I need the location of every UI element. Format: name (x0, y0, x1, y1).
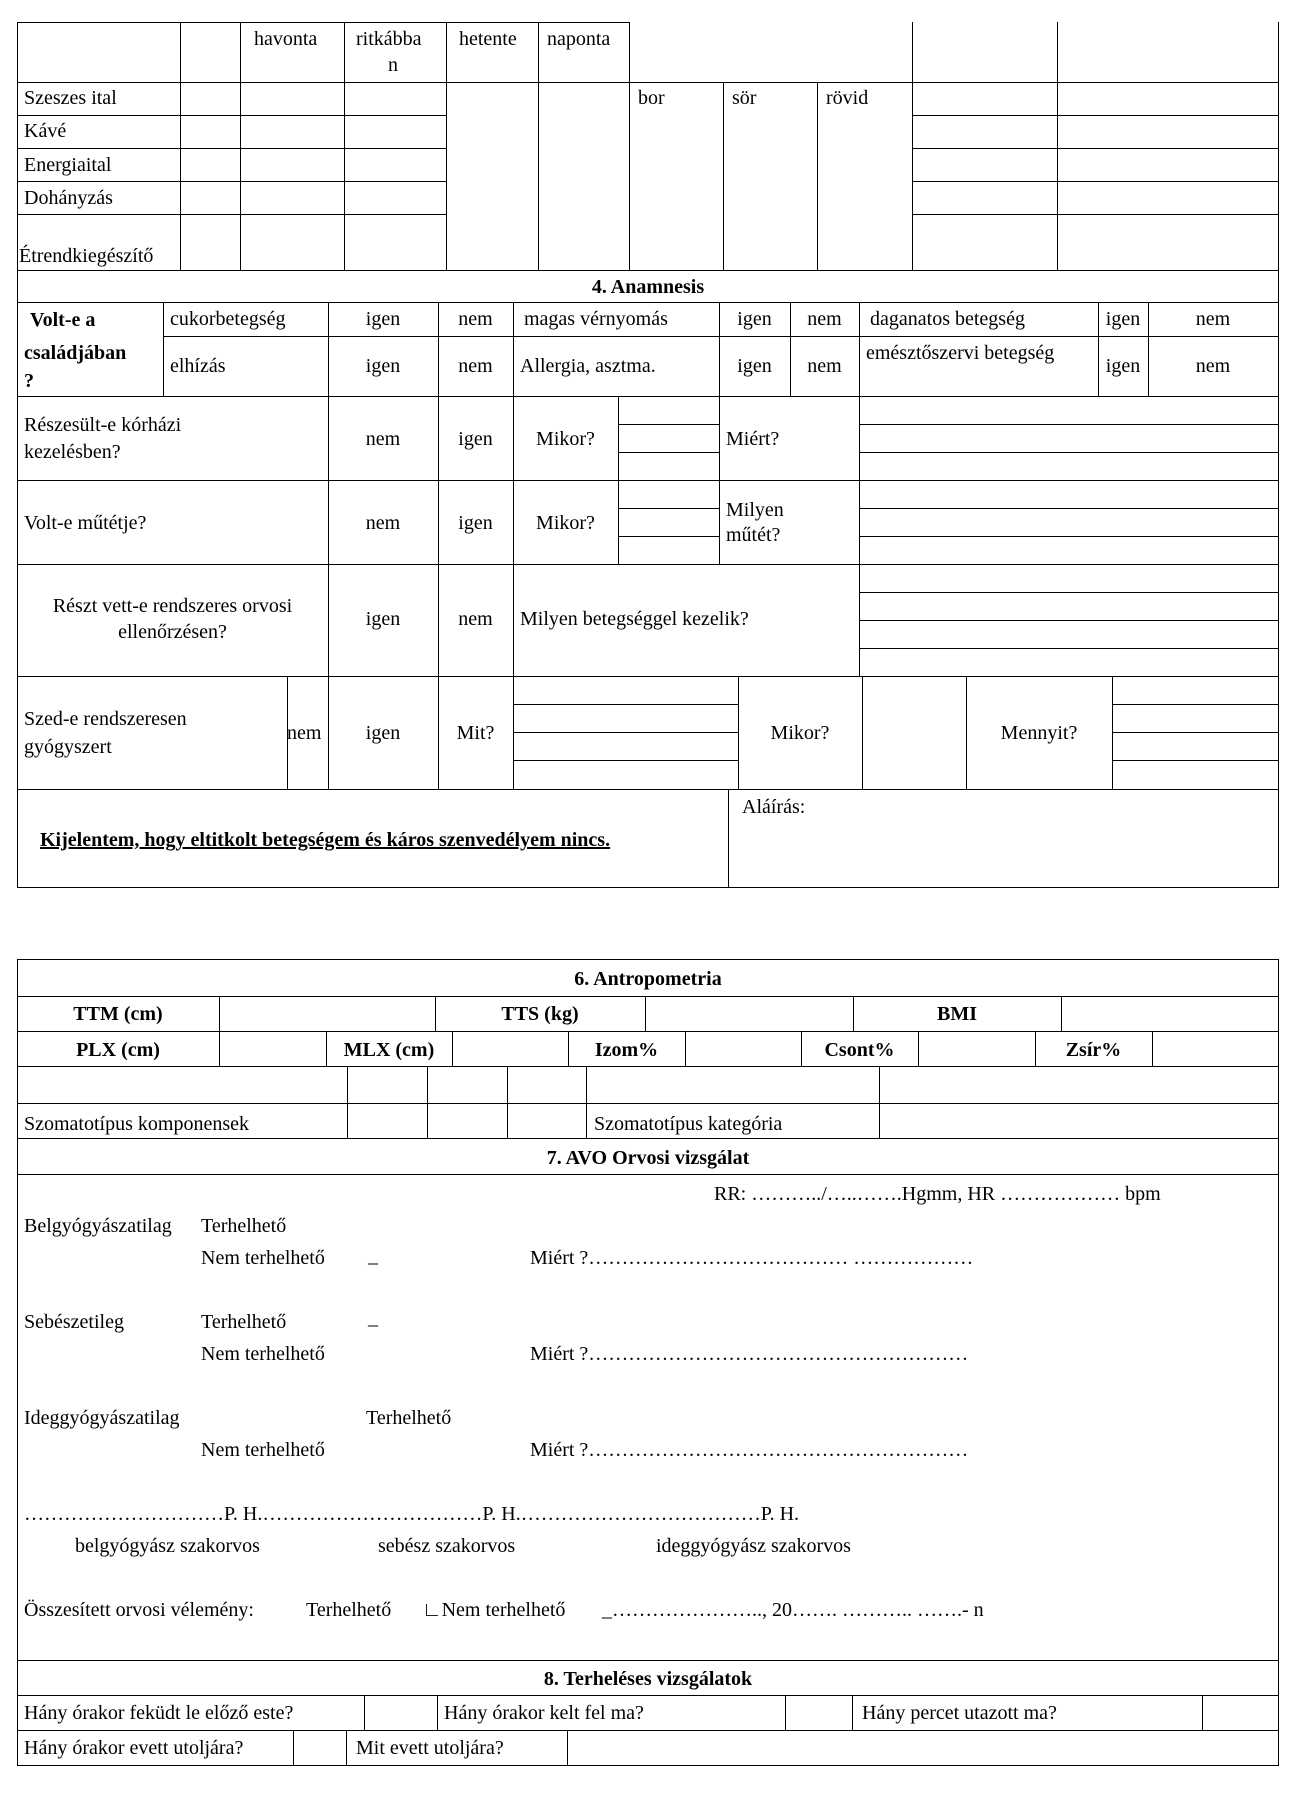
illness-question: Milyen betegséggel kezelik? (520, 608, 749, 630)
row-coffee: Kávé (24, 120, 67, 142)
neurologist-label: ideggyógyász szakorvos (656, 1535, 851, 1557)
summary-label: Összesített orvosi vélemény: (24, 1599, 254, 1621)
family-label-1: Volt-e a (30, 309, 96, 331)
stamp-signature-line: …………………………P. H.……………………………P. H.………………………………P. H. (24, 1503, 800, 1525)
disease-hypertension: magas vérnyomás (524, 308, 668, 330)
hospital-when: Mikor? (536, 428, 595, 450)
hypertension-yes: igen (737, 308, 772, 330)
surgery-no: nem (365, 512, 401, 534)
cancer-no: nem (1195, 308, 1231, 330)
load-tests-title: 8. Terheléses vizsgálatok (543, 1668, 753, 1690)
allergy-no: nem (807, 355, 842, 377)
disease-allergy: Allergia, asztma. (520, 355, 656, 377)
meds-question-2: gyógyszert (24, 736, 112, 758)
wakeup-question: Hány órakor kelt fel ma? (444, 1702, 644, 1724)
surgical-label: Sebészetileg (24, 1311, 124, 1333)
row-energy-drink: Energiaital (24, 154, 112, 176)
last-meal-question: Mit evett utoljára? (356, 1737, 504, 1759)
checkup-question-1: Részt vett-e rendszeres orvosi (52, 595, 293, 617)
internal-fit: Terhelhető (201, 1215, 287, 1237)
surgeon-label: sebész szakorvos (378, 1535, 516, 1557)
meds-question-1: Szed-e rendszeresen (24, 708, 187, 730)
hospital-question-1: Részesült-e kórházi (24, 414, 182, 436)
neuro-why: Miért ?………………………………………………… (530, 1439, 969, 1461)
family-label-2: családjában (24, 342, 127, 364)
family-label-3: ? (24, 370, 34, 392)
allergy-yes: igen (737, 355, 772, 377)
surgical-dash: _ (368, 1307, 378, 1329)
header-weekly: hetente (459, 28, 517, 50)
neuro-fit: Terhelhető (366, 1407, 452, 1429)
diabetes-no: nem (458, 308, 493, 330)
internist-label: belgyógyász szakorvos (75, 1535, 260, 1557)
ttm-label: TTM (cm) (73, 1003, 163, 1025)
disease-cancer: daganatos betegség (870, 308, 1025, 330)
medical-exam-title: 7. AVO Orvosi vizsgálat (546, 1147, 750, 1169)
summary-unfit: ∟Nem terhelhető (422, 1599, 566, 1621)
drink-wine: bor (638, 87, 665, 109)
meds-yes: igen (365, 722, 401, 744)
fat-label: Zsír% (1065, 1039, 1122, 1061)
surgery-which-2: műtét? (726, 524, 781, 546)
somatotype-components: Szomatotípus komponensek (24, 1113, 249, 1135)
meds-how-much: Mennyit? (1000, 722, 1078, 744)
header-monthly: havonta (254, 28, 318, 50)
digestive-yes: igen (1105, 355, 1141, 377)
hospital-question-2: kezelésben? (24, 441, 121, 463)
cancer-yes: igen (1105, 308, 1141, 330)
anthropometry-title: 6. Antropometria (574, 968, 722, 990)
mlx-label: MLX (cm) (343, 1039, 435, 1061)
row-smoking: Dohányzás (24, 187, 113, 209)
travel-question: Hány percet utazott ma? (862, 1702, 1057, 1724)
meds-what: Mit? (456, 722, 495, 744)
neuro-unfit: Nem terhelhető (201, 1439, 325, 1461)
anamnesis-title: 4. Anamnesis (591, 276, 705, 298)
drink-beer: sör (732, 87, 757, 109)
surgery-which-1: Milyen (726, 499, 784, 521)
obesity-no: nem (458, 355, 493, 377)
internal-unfit: Nem terhelhető (201, 1247, 325, 1269)
checkup-question-2: ellenőrzésen? (118, 621, 227, 643)
surgical-why: Miért ?………………………………………………… (530, 1343, 969, 1365)
bedtime-question: Hány órakor feküdt le előző este? (24, 1702, 294, 1724)
checkup-no: nem (458, 608, 493, 630)
rr-hr-line: RR: ………../…..…….Hgmm, HR ……………… bpm (714, 1183, 1161, 1205)
internal-why: Miért ?………………………………… ……………… (530, 1247, 974, 1269)
header-daily: naponta (547, 28, 611, 50)
meds-when: Mikor? (770, 722, 830, 744)
somatotype-category: Szomatotípus kategória (594, 1113, 783, 1135)
neuro-label: Ideggyógyászatilag (24, 1407, 180, 1429)
disease-diabetes: cukorbetegség (170, 308, 286, 330)
summary-fit: Terhelhető (306, 1599, 392, 1621)
summary-date-line: _………………….., 20……. ……….. …….- n (602, 1599, 984, 1621)
header-rarely-end: n (388, 54, 398, 76)
obesity-yes: igen (365, 355, 401, 377)
signature-label: Aláírás: (742, 796, 806, 818)
hospital-no: nem (365, 428, 401, 450)
surgery-yes: igen (458, 512, 493, 534)
row-supplement: Étrendkiegészítő (19, 245, 154, 267)
surgery-question: Volt-e műtétje? (24, 512, 147, 534)
checkup-yes: igen (365, 608, 401, 630)
internal-label: Belgyógyászatilag (24, 1215, 172, 1237)
drink-spirits: rövid (826, 87, 869, 109)
digestive-no: nem (1195, 355, 1231, 377)
bmi-label: BMI (937, 1003, 977, 1025)
hospital-yes: igen (458, 428, 493, 450)
declaration-text: Kijelentem, hogy eltitkolt betegségem és káros szenvedélyem nincs. (40, 829, 611, 851)
surgical-unfit: Nem terhelhető (201, 1343, 325, 1365)
meds-no: nem (287, 722, 322, 744)
last-meal-time-question: Hány órakor evett utoljára? (24, 1737, 244, 1759)
muscle-label: Izom% (594, 1039, 659, 1061)
disease-obesity: elhízás (170, 355, 226, 377)
bone-label: Csont% (824, 1039, 895, 1061)
internal-dash: _ (368, 1245, 378, 1267)
disease-digestive: emésztőszervi betegség (866, 342, 1055, 364)
hypertension-no: nem (807, 308, 842, 330)
plx-label: PLX (cm) (76, 1039, 160, 1061)
surgical-fit: Terhelhető (201, 1311, 287, 1333)
row-alcohol: Szeszes ital (24, 87, 117, 109)
tts-label: TTS (kg) (501, 1003, 579, 1025)
diabetes-yes: igen (365, 308, 401, 330)
header-rarely: ritkábba (356, 28, 422, 50)
hospital-why: Miért? (726, 428, 780, 450)
surgery-when: Mikor? (536, 512, 595, 534)
